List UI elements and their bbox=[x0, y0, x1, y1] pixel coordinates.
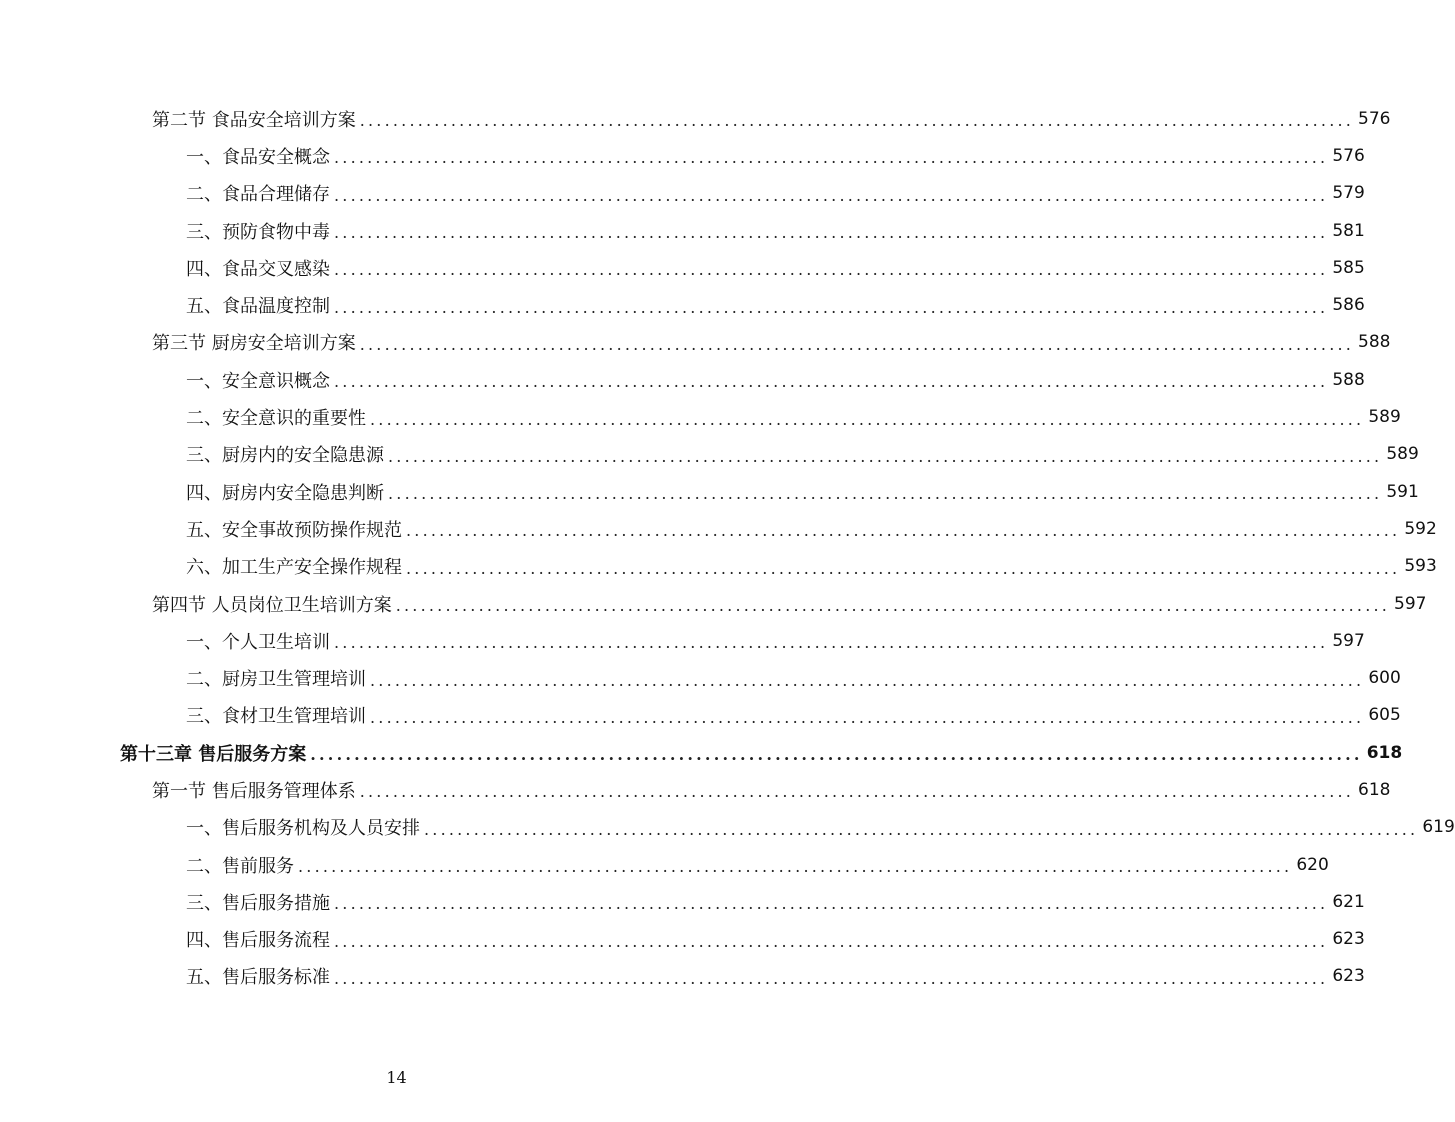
toc-entry-title: 四、食品交叉感染 bbox=[186, 255, 334, 281]
toc-entry-title: 二、食品合理储存 bbox=[186, 180, 334, 206]
toc-entry-title: 一、个人卫生培训 bbox=[186, 628, 334, 654]
toc-entry-title: 一、安全意识概念 bbox=[186, 367, 334, 393]
toc-entry-title: 六、加工生产安全操作规程 bbox=[186, 553, 406, 579]
dot-leader: ........................................................................................................................ bbox=[388, 484, 1383, 504]
toc-entry-item[interactable] bbox=[0, 958, 1365, 995]
toc-entry-page: 585 bbox=[1332, 257, 1365, 278]
toc-entry-title: 五、安全事故预防操作规范 bbox=[186, 516, 406, 542]
toc-entry-page: 623 bbox=[1332, 929, 1365, 950]
toc-entry-item[interactable] bbox=[0, 361, 1365, 398]
toc-entry-item[interactable] bbox=[0, 286, 1365, 323]
dot-leader: ........................................................................................................................ bbox=[298, 857, 1293, 877]
toc-entry-page: 579 bbox=[1332, 183, 1365, 204]
toc-entry-page: 618 bbox=[1358, 779, 1391, 800]
toc-entry-page: 600 bbox=[1368, 668, 1401, 689]
toc-entry-page: 623 bbox=[1332, 966, 1365, 987]
dot-leader: ........................................................................................................................ bbox=[334, 185, 1329, 205]
toc-entry-item[interactable] bbox=[0, 548, 1437, 585]
toc-entry-title: 第四节 人员岗位卫生培训方案 bbox=[152, 591, 396, 617]
toc-entry-page: 576 bbox=[1332, 145, 1365, 166]
toc-entry-item[interactable] bbox=[0, 436, 1419, 473]
toc-entry-item[interactable] bbox=[0, 473, 1419, 510]
toc-entry-title: 五、食品温度控制 bbox=[186, 292, 334, 318]
toc-entry-title: 二、厨房卫生管理培训 bbox=[186, 665, 370, 691]
dot-leader: ........................................................................................................................ bbox=[388, 446, 1383, 466]
toc-entry-page: 576 bbox=[1358, 108, 1391, 129]
toc-entry-page: 605 bbox=[1368, 705, 1401, 726]
dot-leader: ........................................................................................................................ bbox=[334, 297, 1329, 317]
dot-leader: ........................................................................................................................ bbox=[334, 223, 1329, 243]
toc-entry-section[interactable] bbox=[0, 585, 1427, 622]
dot-leader: ........................................................................................................................ bbox=[359, 782, 1355, 802]
toc-entry-page: 586 bbox=[1332, 295, 1365, 316]
dot-leader: ........................................................................................................................ bbox=[334, 968, 1329, 988]
toc-entry-section[interactable] bbox=[0, 324, 1391, 361]
dot-leader: ........................................................................................................................ bbox=[370, 409, 1365, 429]
toc-entry-page: 589 bbox=[1386, 444, 1419, 465]
dot-leader: ........................................................................................................................ bbox=[359, 334, 1355, 354]
toc-entry-page: 619 bbox=[1422, 817, 1455, 838]
toc-entry-title: 二、安全意识的重要性 bbox=[186, 404, 370, 430]
toc-entry-item[interactable] bbox=[0, 697, 1401, 734]
toc-entry-page: 591 bbox=[1386, 481, 1419, 502]
toc-entry-title: 第三节 厨房安全培训方案 bbox=[152, 329, 360, 355]
toc-entry-item[interactable] bbox=[0, 809, 1455, 846]
table-of-contents bbox=[0, 100, 1455, 995]
toc-entry-title: 四、厨房内安全隐患判断 bbox=[186, 479, 388, 505]
dot-leader: ........................................................................................................................ bbox=[310, 745, 1363, 765]
dot-leader: ........................................................................................................................ bbox=[395, 596, 1391, 615]
toc-entry-title: 三、售后服务措施 bbox=[186, 889, 334, 915]
toc-entry-item[interactable] bbox=[0, 883, 1365, 920]
toc-entry-title: 三、厨房内的安全隐患源 bbox=[186, 441, 388, 467]
dot-leader: ........................................................................................................................ bbox=[334, 148, 1329, 168]
toc-entry-page: 597 bbox=[1332, 630, 1365, 651]
toc-entry-item[interactable] bbox=[0, 921, 1365, 958]
toc-entry-title: 第二节 食品安全培训方案 bbox=[152, 106, 360, 132]
toc-entry-title: 一、食品安全概念 bbox=[186, 143, 334, 169]
dot-leader: ........................................................................................................................ bbox=[334, 633, 1329, 653]
toc-entry-title: 一、售后服务机构及人员安排 bbox=[186, 814, 424, 840]
toc-entry-item[interactable] bbox=[0, 137, 1365, 174]
toc-entry-title: 四、售后服务流程 bbox=[186, 926, 334, 952]
toc-entry-item[interactable] bbox=[0, 846, 1329, 883]
toc-entry-item[interactable] bbox=[0, 398, 1401, 435]
toc-entry-page: 593 bbox=[1404, 556, 1437, 577]
toc-entry-page: 588 bbox=[1332, 369, 1365, 390]
toc-entry-title: 三、食材卫生管理培训 bbox=[186, 702, 370, 728]
toc-entry-title: 三、预防食物中毒 bbox=[186, 218, 334, 244]
toc-entry-page: 618 bbox=[1366, 742, 1403, 763]
toc-entry-item[interactable] bbox=[0, 510, 1437, 547]
toc-entry-item[interactable] bbox=[0, 212, 1365, 249]
dot-leader: ........................................................................................................................ bbox=[406, 521, 1401, 541]
toc-entry-item[interactable] bbox=[0, 249, 1365, 286]
toc-entry-page: 620 bbox=[1296, 854, 1329, 875]
dot-leader: ........................................................................................................................ bbox=[334, 894, 1329, 914]
toc-entry-chapter[interactable] bbox=[0, 734, 1403, 771]
dot-leader: ........................................................................................................................ bbox=[370, 707, 1365, 727]
toc-entry-page: 621 bbox=[1332, 891, 1365, 912]
dot-leader: ........................................................................................................................ bbox=[424, 819, 1419, 839]
dot-leader: ........................................................................................................................ bbox=[334, 260, 1329, 280]
toc-entry-page: 588 bbox=[1358, 332, 1391, 353]
toc-entry-title: 第十三章 售后服务方案 bbox=[120, 740, 310, 766]
dot-leader: ........................................................................................................................ bbox=[406, 558, 1401, 578]
toc-entry-page: 592 bbox=[1404, 518, 1437, 539]
dot-leader: ........................................................................................................................ bbox=[359, 111, 1355, 131]
dot-leader: ........................................................................................................................ bbox=[334, 372, 1329, 392]
toc-entry-title: 五、售后服务标准 bbox=[186, 963, 334, 989]
dot-leader: ........................................................................................................................ bbox=[334, 931, 1329, 951]
toc-entry-item[interactable] bbox=[0, 175, 1365, 212]
toc-entry-page: 589 bbox=[1368, 407, 1401, 428]
page-number: 14 bbox=[386, 1068, 407, 1087]
toc-entry-page: 597 bbox=[1394, 593, 1427, 614]
toc-entry-page: 581 bbox=[1332, 220, 1365, 241]
dot-leader: ........................................................................................................................ bbox=[370, 670, 1365, 690]
toc-entry-item[interactable] bbox=[0, 659, 1401, 696]
toc-entry-section[interactable] bbox=[0, 100, 1391, 137]
toc-entry-title: 第一节 售后服务管理体系 bbox=[152, 777, 360, 803]
toc-entry-section[interactable] bbox=[0, 771, 1391, 808]
toc-entry-item[interactable] bbox=[0, 622, 1365, 659]
toc-entry-title: 二、售前服务 bbox=[186, 852, 298, 878]
